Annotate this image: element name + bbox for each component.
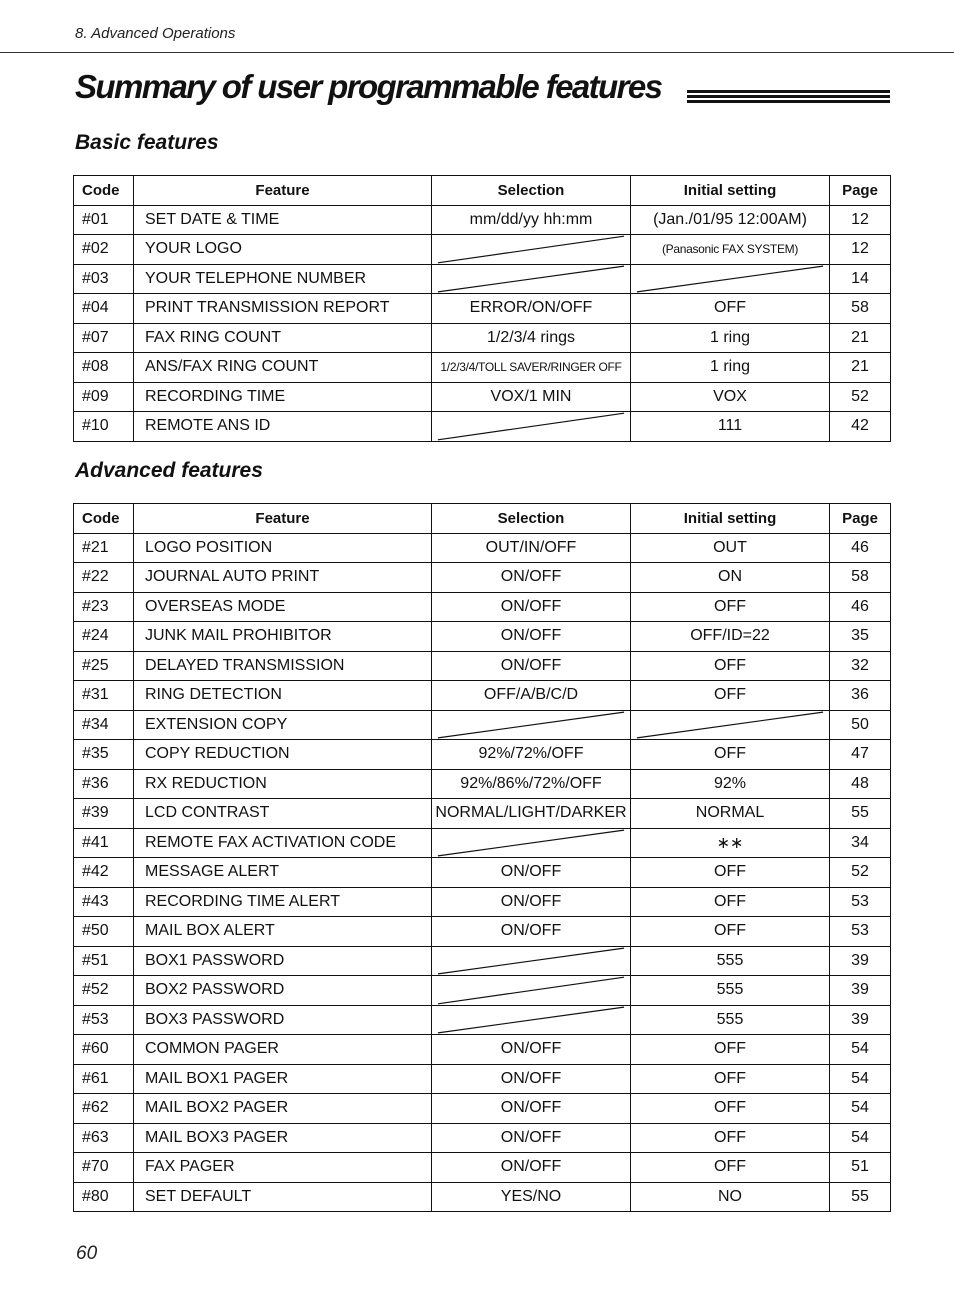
cell-page: 36 <box>830 681 891 711</box>
cell-feature: BOX3 PASSWORD <box>134 1005 432 1035</box>
cell-page: 21 <box>830 353 891 383</box>
cell-page: 12 <box>830 205 891 235</box>
cell-selection <box>432 976 631 1006</box>
cell-code: #31 <box>74 681 134 711</box>
cell-page: 52 <box>830 382 891 412</box>
cell-code: #25 <box>74 651 134 681</box>
table-row <box>74 353 891 383</box>
table-row <box>74 946 891 976</box>
cell-selection <box>432 412 631 442</box>
cell-feature: RECORDING TIME ALERT <box>134 887 432 917</box>
column-header-code: Code <box>74 176 134 206</box>
cell-selection: ON/OFF <box>432 917 631 947</box>
cell-code: #43 <box>74 887 134 917</box>
cell-page: 39 <box>830 946 891 976</box>
cell-page: 39 <box>830 976 891 1006</box>
cell-selection <box>432 828 631 858</box>
table-row <box>74 1064 891 1094</box>
cell-page: 54 <box>830 1094 891 1124</box>
cell-code: #01 <box>74 205 134 235</box>
cell-code: #24 <box>74 622 134 652</box>
cell-code: #22 <box>74 563 134 593</box>
cell-selection <box>432 264 631 294</box>
cell-initial-setting: NORMAL <box>631 799 830 829</box>
cell-initial-setting: OFF <box>631 1123 830 1153</box>
column-header-code: Code <box>74 504 134 534</box>
column-header-selection: Selection <box>432 504 631 534</box>
cell-selection: 92%/86%/72%/OFF <box>432 769 631 799</box>
cell-selection: ON/OFF <box>432 622 631 652</box>
cell-page: 58 <box>830 294 891 324</box>
cell-selection: ERROR/ON/OFF <box>432 294 631 324</box>
cell-selection: VOX/1 MIN <box>432 382 631 412</box>
cell-page: 50 <box>830 710 891 740</box>
cell-page: 52 <box>830 858 891 888</box>
cell-page: 34 <box>830 828 891 858</box>
cell-selection <box>432 1005 631 1035</box>
table-row <box>74 563 891 593</box>
cell-code: #03 <box>74 264 134 294</box>
cell-initial-setting: (Jan./01/95 12:00AM) <box>631 205 830 235</box>
cell-selection: 92%/72%/OFF <box>432 740 631 770</box>
cell-selection: ON/OFF <box>432 563 631 593</box>
cell-feature: JUNK MAIL PROHIBITOR <box>134 622 432 652</box>
cell-page: 54 <box>830 1064 891 1094</box>
cell-selection: OUT/IN/OFF <box>432 533 631 563</box>
table-row <box>74 592 891 622</box>
cell-feature: BOX2 PASSWORD <box>134 976 432 1006</box>
cell-code: #70 <box>74 1153 134 1183</box>
cell-page: 46 <box>830 592 891 622</box>
table-row <box>74 533 891 563</box>
cell-initial-setting: 555 <box>631 946 830 976</box>
table-row <box>74 382 891 412</box>
cell-feature: FAX RING COUNT <box>134 323 432 353</box>
cell-selection: 1/2/3/4/TOLL SAVER/RINGER OFF <box>432 353 631 383</box>
cell-page: 53 <box>830 917 891 947</box>
cell-page: 51 <box>830 1153 891 1183</box>
cell-selection: ON/OFF <box>432 1123 631 1153</box>
cell-selection: NORMAL/LIGHT/DARKER <box>432 799 631 829</box>
table-row <box>74 264 891 294</box>
table-row <box>74 887 891 917</box>
cell-page: 39 <box>830 1005 891 1035</box>
table-row <box>74 740 891 770</box>
cell-initial-setting: 92% <box>631 769 830 799</box>
basic-features-table <box>73 175 891 442</box>
cell-initial-setting: OFF <box>631 1035 830 1065</box>
table-row <box>74 828 891 858</box>
table-row <box>74 205 891 235</box>
cell-page: 54 <box>830 1035 891 1065</box>
table-row <box>74 799 891 829</box>
table-row <box>74 323 891 353</box>
cell-selection <box>432 235 631 265</box>
cell-page: 35 <box>830 622 891 652</box>
column-header-selection: Selection <box>432 176 631 206</box>
cell-feature: YOUR LOGO <box>134 235 432 265</box>
cell-initial-setting: (Panasonic FAX SYSTEM) <box>631 235 830 265</box>
cell-initial-setting: OFF <box>631 1094 830 1124</box>
cell-page: 32 <box>830 651 891 681</box>
cell-initial-setting: OFF <box>631 1153 830 1183</box>
cell-initial-setting: OFF <box>631 917 830 947</box>
advanced-features-heading: Advanced features <box>75 459 263 482</box>
cell-initial-setting: NO <box>631 1182 830 1212</box>
cell-page: 47 <box>830 740 891 770</box>
cell-code: #80 <box>74 1182 134 1212</box>
cell-selection: ON/OFF <box>432 1094 631 1124</box>
cell-feature: MAIL BOX2 PAGER <box>134 1094 432 1124</box>
cell-initial-setting: OUT <box>631 533 830 563</box>
column-header-initial-setting: Initial setting <box>631 504 830 534</box>
cell-code: #61 <box>74 1064 134 1094</box>
column-header-feature: Feature <box>134 504 432 534</box>
cell-page: 55 <box>830 799 891 829</box>
table-row <box>74 651 891 681</box>
table-row <box>74 1094 891 1124</box>
cell-code: #39 <box>74 799 134 829</box>
cell-feature: RX REDUCTION <box>134 769 432 799</box>
cell-initial-setting: OFF <box>631 651 830 681</box>
advanced-features-table <box>73 503 891 1212</box>
table-row <box>74 976 891 1006</box>
cell-selection: 1/2/3/4 rings <box>432 323 631 353</box>
cell-code: #23 <box>74 592 134 622</box>
cell-code: #53 <box>74 1005 134 1035</box>
cell-page: 14 <box>830 264 891 294</box>
cell-selection: ON/OFF <box>432 1035 631 1065</box>
cell-initial-setting: OFF/ID=22 <box>631 622 830 652</box>
table-header-row <box>74 176 891 206</box>
cell-selection: OFF/A/B/C/D <box>432 681 631 711</box>
table-row <box>74 1153 891 1183</box>
cell-initial-setting: ON <box>631 563 830 593</box>
cell-code: #07 <box>74 323 134 353</box>
cell-feature: LOGO POSITION <box>134 533 432 563</box>
table-row <box>74 1123 891 1153</box>
cell-page: 54 <box>830 1123 891 1153</box>
page-number: 60 <box>76 1243 98 1264</box>
cell-selection: ON/OFF <box>432 887 631 917</box>
cell-feature: SET DEFAULT <box>134 1182 432 1212</box>
page-title: Summary of user programmable features <box>75 68 662 105</box>
cell-page: 48 <box>830 769 891 799</box>
cell-initial-setting: ∗∗ <box>631 828 830 858</box>
cell-feature: FAX PAGER <box>134 1153 432 1183</box>
cell-page: 42 <box>830 412 891 442</box>
cell-initial-setting: OFF <box>631 294 830 324</box>
table-row <box>74 1005 891 1035</box>
cell-selection: ON/OFF <box>432 858 631 888</box>
cell-initial-setting: 1 ring <box>631 353 830 383</box>
cell-page: 53 <box>830 887 891 917</box>
cell-initial-setting: 111 <box>631 412 830 442</box>
header-rule <box>0 52 954 53</box>
cell-feature: PRINT TRANSMISSION REPORT <box>134 294 432 324</box>
cell-selection <box>432 710 631 740</box>
cell-feature: MAIL BOX1 PAGER <box>134 1064 432 1094</box>
cell-selection: YES/NO <box>432 1182 631 1212</box>
cell-initial-setting: OFF <box>631 858 830 888</box>
cell-initial-setting: OFF <box>631 1064 830 1094</box>
table-row <box>74 769 891 799</box>
column-header-page: Page <box>830 176 891 206</box>
table-row <box>74 710 891 740</box>
cell-feature: MESSAGE ALERT <box>134 858 432 888</box>
cell-feature: EXTENSION COPY <box>134 710 432 740</box>
cell-initial-setting <box>631 264 830 294</box>
title-block <box>75 68 890 112</box>
cell-page: 12 <box>830 235 891 265</box>
cell-initial-setting: OFF <box>631 592 830 622</box>
table-row <box>74 294 891 324</box>
cell-initial-setting <box>631 710 830 740</box>
cell-initial-setting: 1 ring <box>631 323 830 353</box>
cell-feature: SET DATE & TIME <box>134 205 432 235</box>
cell-selection: ON/OFF <box>432 592 631 622</box>
table-row <box>74 235 891 265</box>
column-header-page: Page <box>830 504 891 534</box>
cell-code: #41 <box>74 828 134 858</box>
cell-code: #02 <box>74 235 134 265</box>
cell-feature: COMMON PAGER <box>134 1035 432 1065</box>
cell-code: #62 <box>74 1094 134 1124</box>
cell-selection: ON/OFF <box>432 1153 631 1183</box>
cell-feature: DELAYED TRANSMISSION <box>134 651 432 681</box>
cell-feature: MAIL BOX ALERT <box>134 917 432 947</box>
cell-feature: ANS/FAX RING COUNT <box>134 353 432 383</box>
cell-code: #52 <box>74 976 134 1006</box>
cell-feature: BOX1 PASSWORD <box>134 946 432 976</box>
cell-code: #10 <box>74 412 134 442</box>
cell-page: 55 <box>830 1182 891 1212</box>
cell-code: #04 <box>74 294 134 324</box>
cell-initial-setting: OFF <box>631 740 830 770</box>
cell-feature: OVERSEAS MODE <box>134 592 432 622</box>
table-row <box>74 1035 891 1065</box>
cell-code: #09 <box>74 382 134 412</box>
table-row <box>74 622 891 652</box>
cell-feature: LCD CONTRAST <box>134 799 432 829</box>
cell-selection <box>432 946 631 976</box>
table-row <box>74 412 891 442</box>
cell-feature: YOUR TELEPHONE NUMBER <box>134 264 432 294</box>
cell-code: #36 <box>74 769 134 799</box>
cell-selection: mm/dd/yy hh:mm <box>432 205 631 235</box>
cell-page: 21 <box>830 323 891 353</box>
table-row <box>74 858 891 888</box>
cell-initial-setting: OFF <box>631 681 830 711</box>
basic-features-heading: Basic features <box>75 131 219 154</box>
cell-initial-setting: VOX <box>631 382 830 412</box>
cell-code: #42 <box>74 858 134 888</box>
cell-selection: ON/OFF <box>432 1064 631 1094</box>
cell-code: #34 <box>74 710 134 740</box>
cell-page: 58 <box>830 563 891 593</box>
cell-code: #63 <box>74 1123 134 1153</box>
cell-code: #21 <box>74 533 134 563</box>
cell-initial-setting: 555 <box>631 1005 830 1035</box>
cell-initial-setting: 555 <box>631 976 830 1006</box>
column-header-initial-setting: Initial setting <box>631 176 830 206</box>
table-row <box>74 681 891 711</box>
cell-code: #60 <box>74 1035 134 1065</box>
cell-code: #08 <box>74 353 134 383</box>
section-header: 8. Advanced Operations <box>75 25 236 42</box>
table-header-row <box>74 504 891 534</box>
cell-initial-setting: OFF <box>631 887 830 917</box>
cell-feature: REMOTE ANS ID <box>134 412 432 442</box>
cell-feature: REMOTE FAX ACTIVATION CODE <box>134 828 432 858</box>
cell-feature: MAIL BOX3 PAGER <box>134 1123 432 1153</box>
cell-feature: JOURNAL AUTO PRINT <box>134 563 432 593</box>
cell-code: #51 <box>74 946 134 976</box>
cell-code: #35 <box>74 740 134 770</box>
cell-feature: RING DETECTION <box>134 681 432 711</box>
cell-selection: ON/OFF <box>432 651 631 681</box>
cell-code: #50 <box>74 917 134 947</box>
table-row <box>74 1182 891 1212</box>
cell-feature: RECORDING TIME <box>134 382 432 412</box>
cell-page: 46 <box>830 533 891 563</box>
title-decoration-lines <box>687 90 890 105</box>
column-header-feature: Feature <box>134 176 432 206</box>
table-row <box>74 917 891 947</box>
cell-feature: COPY REDUCTION <box>134 740 432 770</box>
